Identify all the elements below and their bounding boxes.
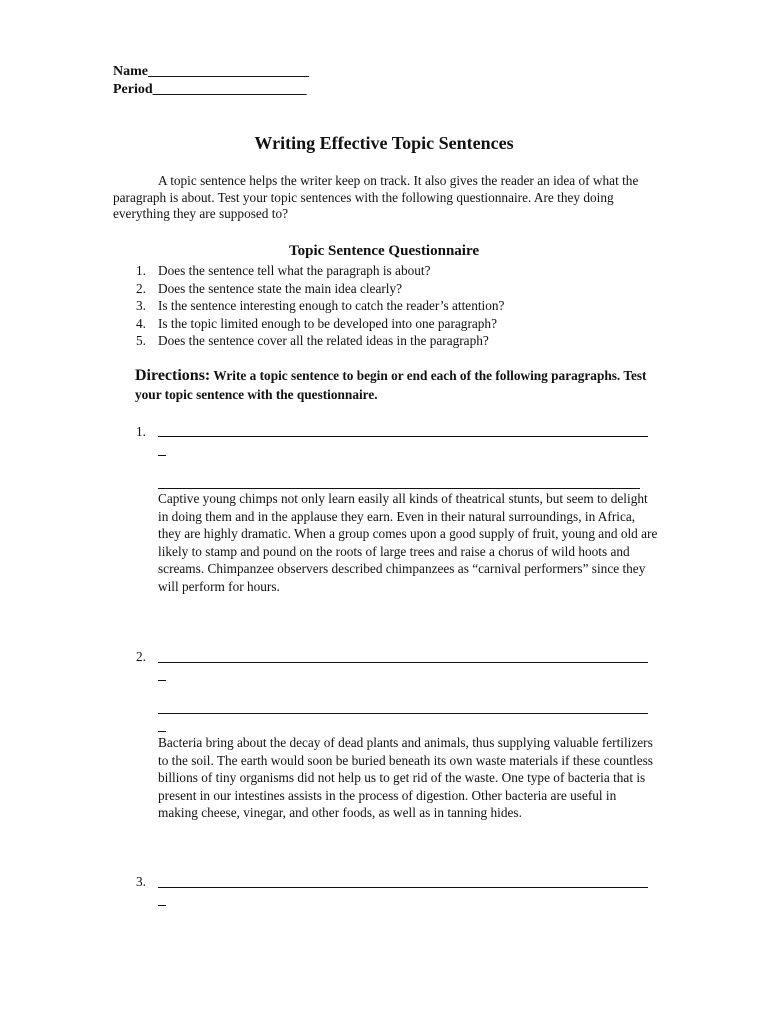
questionnaire-item-number: 4. [136,315,146,331]
questionnaire-item [113,297,504,315]
answer-line-continuation [158,680,166,681]
questionnaire-item [113,280,504,298]
answer-line[interactable] [158,436,648,437]
questionnaire-item-text: Does the sentence cover all the related ideas in the paragraph? [158,333,489,348]
exercise-paragraph: Bacteria bring about the decay of dead plants and animals, thus supplying valuable fertilizers to the soil. The earth would soon be buried beneath its own waste materials if these countless billions of tiny organisms did not help us to get rid of the waste. One type of bacteria that is present in our intestines assists in the process of digestion. Other bacteria are useful in making cheese, vinegar, and other foods, as well as in tanning hides. [158,735,653,821]
questionnaire-item-text: Does the sentence tell what the paragraph is about? [158,263,431,278]
questionnaire-item-text: Does the sentence state the main idea clearly? [158,280,403,296]
answer-line[interactable] [158,887,648,888]
directions [135,366,655,404]
exercise-paragraph: Captive young chimps not only learn easily all kinds of theatrical stunts, but seem to delight in doing them and in the applause they earn. Even in their natural surroundings, in Africa, they are highly dramatic. When a group comes upon a good supply of fruit, young and old are likely to stamp and pound on the roots of large trees and raise a chorus of wild hoots and screams. Chimpanzee observers described chimpanzees as “carnival performers” since they will perform for hours. [158,491,658,594]
directions-text: Write a topic sentence to begin or end each of the following paragraphs. Test your topic sentence with the questionnaire. [135,368,647,402]
directions-label: Directions: [135,367,211,384]
questionnaire-title: Topic Sentence Questionnaire [288,243,479,259]
questionnaire-list [113,262,504,350]
answer-line-continuation [158,905,166,906]
exercise-number: 2. [136,649,146,664]
answer-line-continuation [158,455,166,456]
questionnaire-item [113,332,504,350]
questionnaire-item-number: 2. [136,280,146,296]
answer-line[interactable] [158,662,648,663]
intro-paragraph: A topic sentence helps the writer keep on track. It also gives the reader an idea of what the paragraph is about. Test your topic sentences with the following questionnaire. Are they doing everything they are supposed to? [113,173,639,221]
answer-line[interactable] [158,713,648,714]
period-field-label: Period______________________ [113,82,307,97]
questionnaire-item-number: 3. [136,298,146,313]
questionnaire-item-text: Is the sentence interesting enough to catch the reader’s attention? [158,298,505,313]
questionnaire-item-text: Is the topic limited enough to be developed into one paragraph? [158,315,497,331]
answer-line-continuation [158,731,166,732]
page-title: Writing Effective Topic Sentences [254,133,514,153]
questionnaire-item [113,262,504,280]
questionnaire-item-number: 1. [136,263,146,278]
answer-line[interactable] [158,488,640,489]
exercise-number: 1. [136,424,146,439]
exercise-number: 3. [136,874,146,889]
name-field-label: Name_______________________ [113,64,309,79]
questionnaire-item [113,315,504,333]
questionnaire-item-number: 5. [136,333,146,348]
